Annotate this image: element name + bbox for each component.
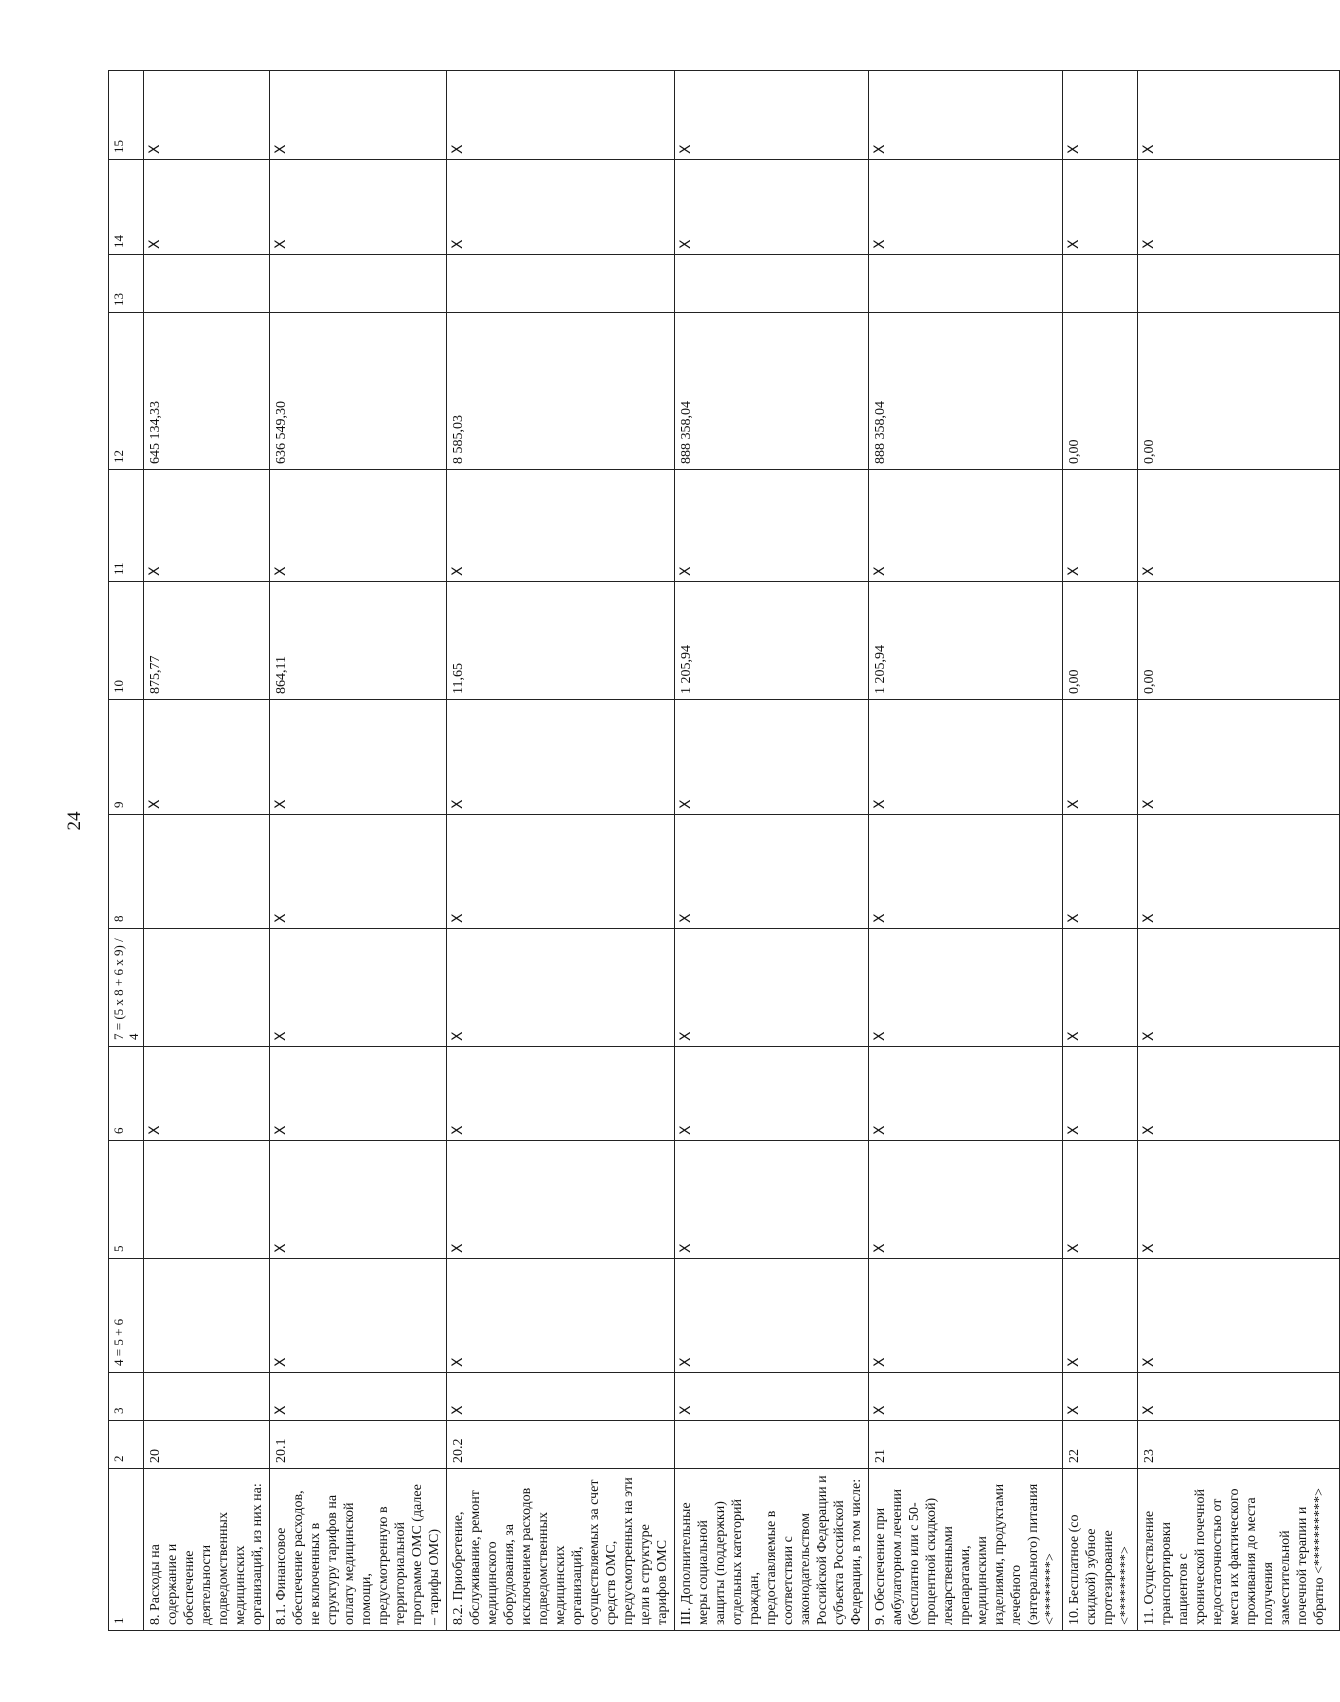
table-cell: 0,00 — [1138, 582, 1340, 700]
rotated-table-container — [108, 71, 1327, 1631]
not-applicable-mark: X — [270, 1259, 447, 1373]
table-cell: 888 358,04 — [869, 313, 1063, 470]
not-applicable-mark: X — [675, 1373, 869, 1421]
row-label: 11. Осуществление транспортировки пациентов с хронической почечной недостаточностью от места их фактического проживания до места получения заместительной почечной терапии и обратно <**********> — [1138, 1469, 1340, 1631]
table-cell — [144, 929, 270, 1047]
not-applicable-mark: X — [270, 1141, 447, 1259]
not-applicable-mark: X — [447, 1259, 675, 1373]
column-header: 6 — [109, 1047, 144, 1141]
column-header: 3 — [109, 1373, 144, 1421]
table-row — [1063, 71, 1138, 1631]
table-header-row — [109, 71, 144, 1631]
not-applicable-mark: X — [869, 160, 1063, 255]
not-applicable-mark: X — [1063, 160, 1138, 255]
not-applicable-mark: X — [869, 71, 1063, 160]
table-cell: 21 — [869, 1421, 1063, 1469]
not-applicable-mark: X — [869, 929, 1063, 1047]
not-applicable-mark: X — [675, 815, 869, 929]
not-applicable-mark: X — [1063, 929, 1138, 1047]
table-row — [270, 71, 447, 1631]
table-cell: 875,77 — [144, 582, 270, 700]
not-applicable-mark: X — [270, 1047, 447, 1141]
not-applicable-mark: X — [1138, 1141, 1340, 1259]
page-number: 24 — [64, 811, 85, 831]
table-cell: 0,00 — [1063, 582, 1138, 700]
column-header: 1 — [109, 1469, 144, 1631]
not-applicable-mark: X — [270, 815, 447, 929]
column-header: 7 = (5 x 8 + 6 x 9) / 4 — [109, 929, 144, 1047]
table-cell — [869, 255, 1063, 313]
not-applicable-mark: X — [1138, 700, 1340, 815]
table-cell: 20.2 — [447, 1421, 675, 1469]
not-applicable-mark: X — [270, 160, 447, 255]
not-applicable-mark: X — [270, 700, 447, 815]
table-cell: 23 — [1138, 1421, 1340, 1469]
row-label: III. Дополнительные меры социальной защиты (поддержки) отдельных категорий граждан, предоставляемые в соответствии с законодательством Российской Федерации и субъекта Российской Федерации, в том числе: — [675, 1469, 869, 1631]
table-row — [144, 71, 270, 1631]
not-applicable-mark: X — [869, 1259, 1063, 1373]
not-applicable-mark: X — [675, 700, 869, 815]
row-label: 8.1. Финансовое обеспечение расходов, не включенных в структуру тарифов на оплату медицинской помощи, предусмотренную в территориальной программе ОМС (далее – тарифы ОМС) — [270, 1469, 447, 1631]
table-cell — [675, 255, 869, 313]
table-cell: 888 358,04 — [675, 313, 869, 470]
column-header: 9 — [109, 700, 144, 815]
table-row — [447, 71, 675, 1631]
column-header: 15 — [109, 71, 144, 160]
table-cell — [1063, 255, 1138, 313]
column-header: 14 — [109, 160, 144, 255]
not-applicable-mark: X — [869, 1373, 1063, 1421]
table-cell — [144, 1259, 270, 1373]
not-applicable-mark: X — [675, 929, 869, 1047]
not-applicable-mark: X — [675, 1141, 869, 1259]
not-applicable-mark: X — [675, 71, 869, 160]
not-applicable-mark: X — [869, 470, 1063, 582]
table-cell: 20 — [144, 1421, 270, 1469]
not-applicable-mark: X — [144, 700, 270, 815]
not-applicable-mark: X — [1063, 815, 1138, 929]
not-applicable-mark: X — [1063, 700, 1138, 815]
column-header: 2 — [109, 1421, 144, 1469]
not-applicable-mark: X — [447, 815, 675, 929]
table-cell — [1138, 255, 1340, 313]
table-cell: 8 585,03 — [447, 313, 675, 470]
table-cell: 864,11 — [270, 582, 447, 700]
not-applicable-mark: X — [869, 1141, 1063, 1259]
not-applicable-mark: X — [1063, 1141, 1138, 1259]
table-cell: 0,00 — [1063, 313, 1138, 470]
table-cell — [144, 815, 270, 929]
table-cell — [675, 1421, 869, 1469]
table-row — [675, 71, 869, 1631]
row-label: 10. Бесплатное (со скидкой) зубное протезирование <*********> — [1063, 1469, 1138, 1631]
row-label: 9. Обеспечение при амбулаторном лечении (бесплатно или с 50-процентной скидкой) лекарственными препаратами, медицинскими изделиями, продуктами лечебного (энтерального) питания <********> — [869, 1469, 1063, 1631]
table-cell: 1 205,94 — [869, 582, 1063, 700]
row-label: 8. Расходы на содержание и обеспечение деятельности подведомственных медицинских организаций, из них на: — [144, 1469, 270, 1631]
table-cell: 22 — [1063, 1421, 1138, 1469]
not-applicable-mark: X — [675, 1047, 869, 1141]
not-applicable-mark: X — [144, 1047, 270, 1141]
table-cell — [144, 1141, 270, 1259]
table-cell: 1 205,94 — [675, 582, 869, 700]
not-applicable-mark: X — [1138, 1047, 1340, 1141]
not-applicable-mark: X — [1138, 1373, 1340, 1421]
not-applicable-mark: X — [1138, 71, 1340, 160]
not-applicable-mark: X — [1138, 160, 1340, 255]
table-cell — [144, 1373, 270, 1421]
not-applicable-mark: X — [1138, 929, 1340, 1047]
column-header: 4 = 5 + 6 — [109, 1259, 144, 1373]
not-applicable-mark: X — [1138, 470, 1340, 582]
not-applicable-mark: X — [270, 71, 447, 160]
not-applicable-mark: X — [1063, 470, 1138, 582]
table-cell: 636 549,30 — [270, 313, 447, 470]
not-applicable-mark: X — [1138, 1259, 1340, 1373]
not-applicable-mark: X — [447, 700, 675, 815]
not-applicable-mark: X — [447, 470, 675, 582]
table-cell: 20.1 — [270, 1421, 447, 1469]
column-header: 8 — [109, 815, 144, 929]
table-row — [869, 71, 1063, 1631]
not-applicable-mark: X — [447, 1141, 675, 1259]
column-header: 11 — [109, 470, 144, 582]
table-cell: 645 134,33 — [144, 313, 270, 470]
table-row — [1138, 71, 1340, 1631]
table-cell: 0,00 — [1138, 313, 1340, 470]
not-applicable-mark: X — [1138, 815, 1340, 929]
not-applicable-mark: X — [1063, 1373, 1138, 1421]
row-label: 8.2. Приобретение, обслуживание, ремонт медицинского оборудования, за исключением расходов подведомственных медицинских организаций, осуществляемых за счет средств ОМС, предусмотренных на эти цели в структуре тарифов ОМС — [447, 1469, 675, 1631]
not-applicable-mark: X — [869, 815, 1063, 929]
not-applicable-mark: X — [869, 700, 1063, 815]
table-cell — [447, 255, 675, 313]
not-applicable-mark: X — [270, 1373, 447, 1421]
not-applicable-mark: X — [1063, 71, 1138, 160]
not-applicable-mark: X — [675, 160, 869, 255]
not-applicable-mark: X — [869, 1047, 1063, 1141]
column-header: 10 — [109, 582, 144, 700]
not-applicable-mark: X — [675, 470, 869, 582]
not-applicable-mark: X — [447, 929, 675, 1047]
not-applicable-mark: X — [144, 71, 270, 160]
table-cell — [270, 255, 447, 313]
table-cell: 11,65 — [447, 582, 675, 700]
not-applicable-mark: X — [675, 1259, 869, 1373]
not-applicable-mark: X — [144, 160, 270, 255]
column-header: 5 — [109, 1141, 144, 1259]
column-header: 13 — [109, 255, 144, 313]
data-table — [108, 70, 1340, 1631]
not-applicable-mark: X — [1063, 1259, 1138, 1373]
not-applicable-mark: X — [270, 929, 447, 1047]
not-applicable-mark: X — [270, 470, 447, 582]
table-cell — [144, 255, 270, 313]
not-applicable-mark: X — [447, 1373, 675, 1421]
not-applicable-mark: X — [144, 470, 270, 582]
not-applicable-mark: X — [1063, 1047, 1138, 1141]
column-header: 12 — [109, 313, 144, 470]
not-applicable-mark: X — [447, 71, 675, 160]
not-applicable-mark: X — [447, 1047, 675, 1141]
not-applicable-mark: X — [447, 160, 675, 255]
